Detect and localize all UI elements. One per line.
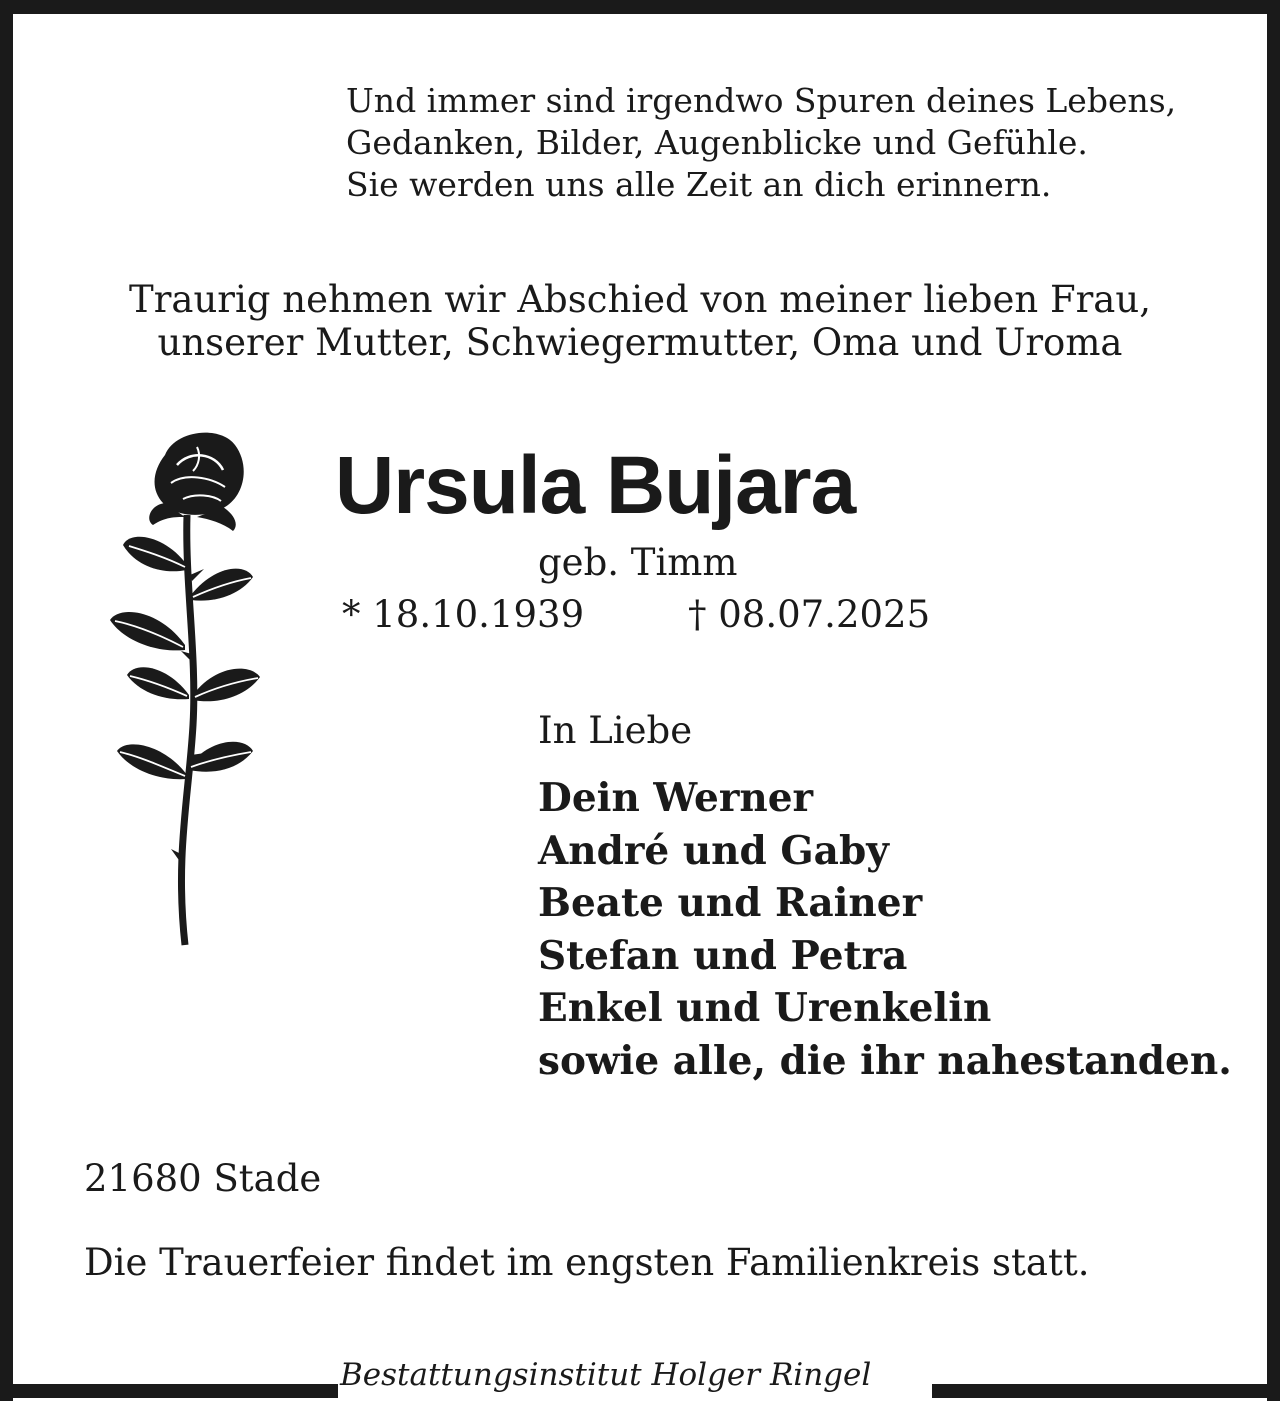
bottom-rule-left [0,1384,338,1398]
death-date: † 08.07.2025 [688,593,931,636]
deceased-name: Ursula Bujara [335,440,856,531]
intro-line: unserer Mutter, Schwiegermutter, Oma und Uroma [157,321,1123,364]
bottom-rule-right [932,1384,1280,1398]
mourner-line: Beate und Rainer [538,880,923,926]
rose-icon [105,425,265,960]
service-note: Die Trauerfeier findet im engsten Familienkreis statt. [84,1241,1090,1284]
location: 21680 Stade [84,1157,322,1200]
mourner-line: sowie alle, die ihr nahestanden. [538,1037,1232,1084]
poem [346,80,1176,206]
mourners-list [538,772,1232,1087]
poem-line: Und immer sind irgendwo Spuren deines Lebens, [346,81,1177,120]
mourner-line: Dein Werner [538,775,814,821]
maiden-name: geb. Timm [538,541,738,584]
closing-greeting: In Liebe [538,709,693,752]
intro-text [0,278,1280,364]
mourner-line: André und Gaby [538,827,889,874]
intro-line: Traurig nehmen wir Abschied von meiner lieben Frau, [129,278,1151,321]
mourner-line: Enkel und Urenkelin [538,985,992,1031]
undertaker: Bestattungsinstitut Holger Ringel [340,1357,872,1393]
poem-line: Sie werden uns alle Zeit an dich erinnern. [346,165,1052,204]
birth-date: * 18.10.1939 [342,593,585,636]
mourner-line: Stefan und Petra [538,932,908,979]
poem-line: Gedanken, Bilder, Augenblicke und Gefühle. [346,123,1088,162]
